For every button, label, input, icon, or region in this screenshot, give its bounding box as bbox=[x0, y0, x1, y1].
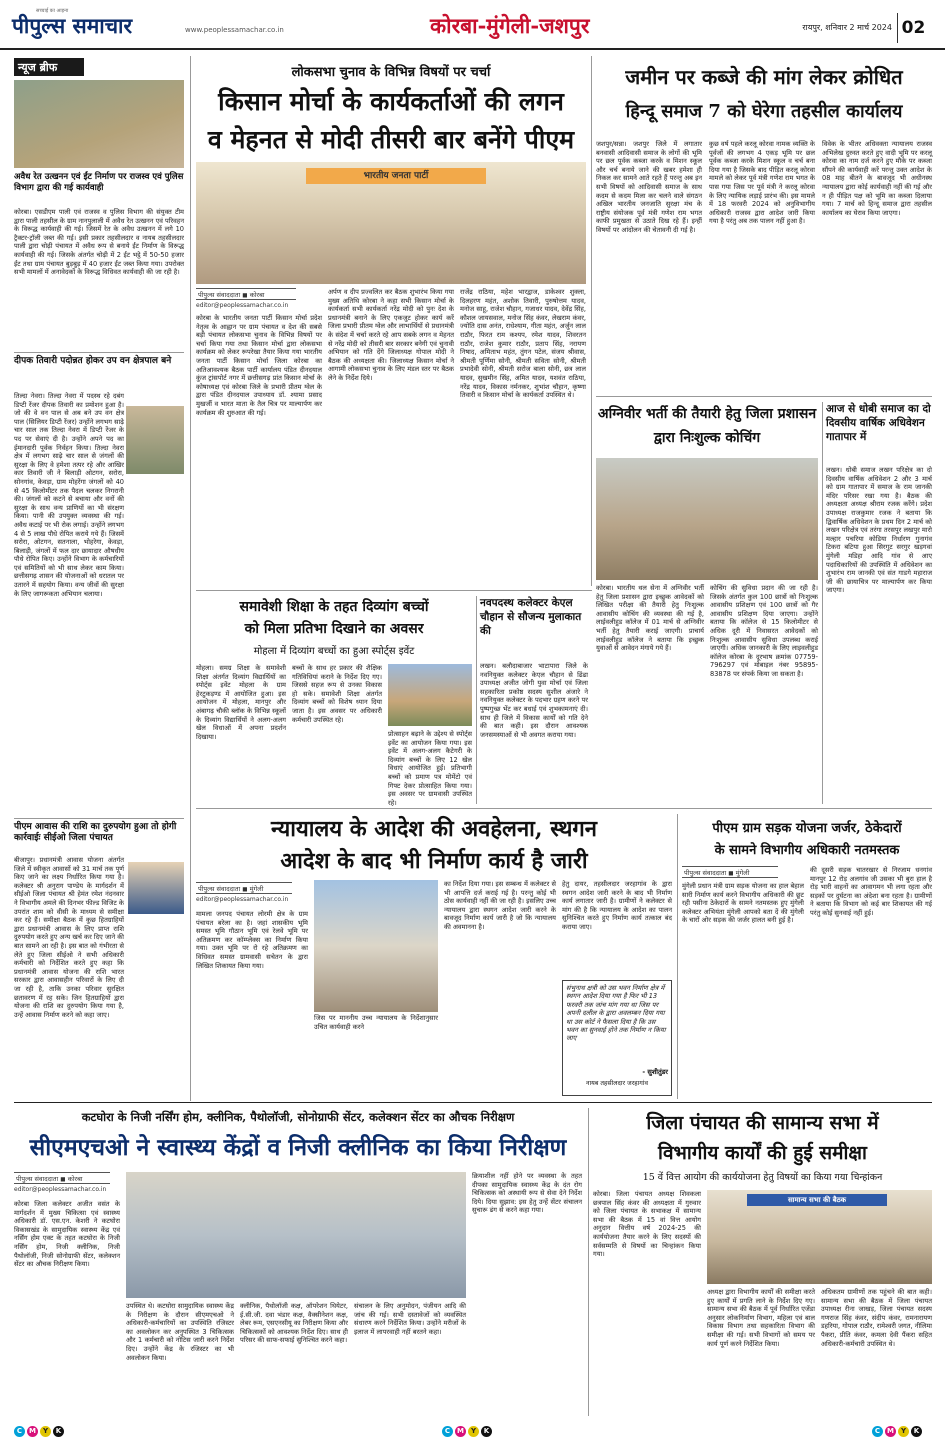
divyang-col-3: प्रोत्साहन बढ़ाने के उद्देश्य से स्पोर्ट्स इवेंट का आयोजन किया गया। इस इवेंट में अलग-अलग कैटेगरी के दिव्यांग बच्चों के लिए 12 खेल विधाएं आयोजित हुईं। प्रतिभागी बच्चों को प्रमाण पत्र मोमेंटो एवं गिफ्ट देकर प्रोत्साहित किया गया। इस अवसर पर ग्रामवासी उपस्थित रहे। bbox=[388, 730, 472, 807]
divyang-col-1: मोहला। समग्र शिक्षा के समावेशी शिक्षा अंतर्गत दिव्यांग विद्यार्थियों का स्पोर्ट्स इवेंट मोहला के ग्राम हेरटुकड़ण्ड में आयोजित हुआ। इस आयोजन में मोहला, मानपुर और अंबागढ़ चौकी ब्लॉक के विभिन्न स्कूलों के दिव्यांग विद्यार्थियों ने अलग-अलग खेल विधाओं में अपना प्रदर्शन दिखाया। bbox=[196, 664, 286, 741]
brief-body-2: तिल्दा नेवरा। तिल्दा नेवरा में पदस्थ रहे दबंग डिप्टी रेंजर दीपक तिवारी का प्रमोशन हुआ है। जो की वे वन पाल से अब बने उप वन क्षेत्र पाल (सिलियर डिप्टी रेंजर) उन्होंने लगभग साढ़े चार साल तक तिल्दा नेवरा में डिप्टी रेंजर के पद पर सेवाएं दी है। उन्होंने अपने पद का ईमानदारी पूर्वक निर्वहन किया। तिल्दा नेवरा क्षेत्र में लगभग साढ़े चार साल से जंगलों की सुरक्षा के लिए वे हमेशा तत्पर रहे और आखिर कार तिवारी जी ने बिलाड़ी ओटगन, सरोरा, सोनगांव, केवड़ा, ग्राम मोहरेंगा जंगलों को 40 से 45 किलोमीटर तक पैदल चलकर निगरानी की। जंगलों को कटने से बचाया और वनों की सुरक्षा के साथ वन्य प्राणियों का भी संरक्षण किया। पानी की उपयुक्त व्यवस्था की गई। अवैध कटाई पर भी रोक लगाई। उन्होंने लगभग 4 से 5 लाख पौधे रोपित कराये गये हैं। जिसमें सरोरा, ओटगन, सतनाला, भोहरेगा, केवड़ा, बिलाड़ी, जंगलों में फल दार छायादार औषधीय पौधे रोपित किए। उन्होंने विभाग के कर्मचारियों एवं समितियों को भी साथ लेकर काम किया। छत्तीसगढ़ शासन की योजनाओं को धरातल पर उतारने में सहयोग किया। वन्य जीवों की सुरक्षा के लिए जागरूकता अभियान चलाया। bbox=[14, 392, 124, 598]
sadak-headline-1: पीएम ग्राम सड़क योजना जर्जर, ठेकेदारों bbox=[712, 821, 902, 836]
kisan-byline: पीपुल्स संवाददाता ◼ कोरबा bbox=[196, 288, 296, 300]
jameen-col-2: कुछ वर्ष पहले करलू कोरवा नामक व्यक्ति के पूर्वजों की लगभग 4 एकड़ भूमि पर छल पूर्वक कब्जा करके मिशन स्कूल व चर्च बना दिया गया है जिसके बाद पीड़ित करलू कोरवा मामले को लेकर पूर्व मंत्री गणेश राम भगत के पास गया जिस पर पूर्व मंत्री ने करलू कोरवा के लिए न्यायिक लड़ाई प्रारंभ की। इस मामले में 18 फरवरी 2024 को अनुविभागीय अधिकारी राजस्व द्वारा आदेश जारी किया गया है परंतु अब तक पालन नहीं हुआ है। bbox=[709, 140, 815, 226]
page-number: 02 bbox=[897, 13, 929, 43]
kisan-headline-1: किसान मोर्चा के कार्यकर्ताओं की लगन bbox=[218, 87, 564, 116]
panchayat-col-2: अध्यक्ष द्वारा विभागीय कार्यों की समीक्षा करते हुए कार्यों में प्रगति लाने के निर्देश दिए गए। सामान्य सभा की बैठक में पूर्व निर्धारित एजेंडा अनुसार लोकनिर्माण विभाग, महिला एवं बाल विकास विभाग तथा सहकारिता विभाग की समीक्षा की गई। सभी विभागों को समय पर कार्य पूर्ण करने निर्देशित किया। bbox=[707, 1288, 815, 1348]
cmho-headline: सीएमएचओ ने स्वास्थ्य केंद्रों व निजी क्लीनिक का किया निरीक्षण bbox=[29, 1134, 567, 1161]
cmho-col-5: क्रियाशील नहीं होने पर व्यवस्था के तहत दीपका सामुदायिक स्वास्थ्य केंद्र के दंत रोग चिकित्सक को अस्थायी रूप से सेवा देने निर्देश दिये। दिया सुझाव: इस हेतु उन्हें सेंटर संचालन सुचारू ढंग से करने कहा गया। bbox=[472, 1172, 582, 1215]
cmho-col-3: क्लीनिक, पैथोलॉजी कक्ष, ऑपरेशन थियेटर, ई.सी.जी. दवा भंडार कक्ष, वैक्सीनेशन कक्ष, लेबर रूम, एसएनसीयू का निरीक्षण किया और चिकित्सकों को आवश्यक निर्देश दिए। साथ ही परिसर की साफ-सफाई सुनिश्चित करने कहा। bbox=[240, 1302, 348, 1345]
jameen-headline-1: जमीन पर कब्जे की मांग लेकर क्रोधित bbox=[625, 65, 903, 89]
brief-headline-1: अवैध रेत उत्खनन एवं ईंट निर्माण पर राजस्व एवं पुलिस विभाग द्वारा की गई कार्यवाही bbox=[14, 172, 184, 193]
agniveer-photo bbox=[596, 458, 818, 580]
nyayalay-photo bbox=[314, 880, 438, 1012]
sadak-headline-2: के सामने विभागीय अधिकारी नतमस्तक bbox=[714, 843, 900, 858]
cmyk-marks-left: C M Y K bbox=[14, 1424, 74, 1438]
nyayalay-col-1: मामला जनपद पंचायत लोरमी क्षेत्र के ग्राम पंचायत बरेला का है। जहां शासकीय भूमि समस्त भूमि गौठान भूमि एवं रेलवे भूमि पर अतिक्रमण कर कॉम्प्लेक्स का निर्माण किया गया। उक्त भूमि पर रो रहे अतिक्रमण का विधिवत समस्त ग्रामवासी सचेतन के द्वारा लिखित शिकायत किया गया। bbox=[196, 910, 308, 970]
brief-portrait-3 bbox=[128, 862, 184, 914]
jameen-col-1: जशपुर/सन्ना। जशपुर जिले में लगातार बनवासी आदिवासी समाज के लोगों की भूमि पर छल पूर्वक कब्जा करके व मिशन स्कूल और चर्च बनाये जाने की खबर हमेशा ही निकल कर सामने आते रहते हैं परन्तु अब इन सभी विषयों को आदिवासी समाज के साथ कदम से कदम मिला कर चलने वाले संगठन अखिल भारतीय जनजाति सुरक्षा मंच के राष्ट्रीय संयोजक पूर्व मंत्री गणेश राम भगत काफी प्रमुखता से उठाते दिख रहे हैं। इन्हीं विषयों पर आंदोलन की चेतावनी दी गई है। bbox=[596, 140, 702, 234]
sadak-col-2: की दूसरी सड़क चातरखार से निरजाम धनगांव मानपुर 12 रोड़ अलगांव जी उसका भी बुरा हाल है रोड़ भारी वाहनों का आवागमन भी लगा रहता और सड़कों पर दुर्घटना का अंदेशा बना रहता है। ग्रामीणों ने बताया कि विभाग को कई बार शिकायत की गई परंतु कोई सुनवाई नहीं हुई। bbox=[810, 866, 932, 917]
cmho-photo bbox=[126, 1172, 466, 1298]
nyayalay-headline-1: न्यायालय के आदेश की अवहेलना, स्थगन bbox=[271, 816, 597, 842]
kisan-email[interactable]: editor@peoplessamachar.co.in bbox=[196, 302, 289, 309]
nyayalay-quote: संभुनाथ क्षत्री को उस भवन निर्माण क्षेत्र में स्थगन आदेश दिया गया है फिर भी 13 फरवरी तक जांच मांग गया था जिस पर अपनी दलील के द्वारा अवलम्बन दिया गया था उस कोर्ट ने फैसला दिया है कि उस भवन का सुनवाई होने तक निर्माण न किया जाए bbox=[566, 984, 666, 1043]
dhobi-body: लखन। धोबी समाज लखन परिक्षेत्र का दो दिवसीय वार्षिक अधिवेशन 2 और 3 मार्च को ग्राम गातापार में समाज के राम जानकी मंदिर परिसर रखा गया है। बैठक की अध्यक्षता अध्यक्ष श्रीराम रजक करेंगे। प्रदेश उपाध्यक्ष राजकुमार रजक ने बताया कि द्विवार्षिक अधिवेशन के प्रथम दिन 2 मार्च को लखन परिक्षेत्र एवं तरंगा तरसपुर लखपुर मारो मल्हार पचरिया कोडिया निर्धारण गुनागंव टिकरा बटिया हुआ सिरगुट सरगुर खड़गवां मुंगेली मडिहा आदि गांव से आए पदाधिकारियों की उपस्थिति में अधिवेशन का शुभारंभ राम जानकी एवं संत गाडगे महाराज जी की छायाचित्र पर माल्यार्पण कर किया जाएगा। bbox=[826, 466, 932, 595]
brief-body-3: बीजापुर। प्रधानमंत्री आवास योजना अंतर्गत जिले में स्वीकृत आवासों को 31 मार्च तक पूर्ण किए जाने का लक्ष्य निर्धारित किया गया है। कलेक्टर श्री अनुराग पाण्डेय के मार्गदर्शन में सीईओ जिला पंचायत श्री हेमंत रमेश नंदनवार ने विभागीय अमले की दिनभर फील्ड विजिट के उपरांत शाम को वीसी के माध्यम से समीक्षा कर रहे हैं। समीक्षा बैठक में कुछ हितग्राहियों द्वारा प्रधानमंत्री आवास के लिए प्राप्त राशि दुरुपयोग करते हुए अन्य खर्च कर दिए जाने की बात सामने आ रही है। इस बात को गंभीरता से लेते हुए जिला सीईओ ने सभी अधिकारी कर्मचारी को निर्देशित करते हुए कहा कि प्रधानमंत्री आवास योजना की राशि भारत सरकार द्वारा आवासहीन परिवारों के लिए दी जा रही है, ताकि उनका परिवार सुरक्षित छतावरण में रह सके। जिन हितग्राहियों द्वारा योजना की राशि का दुरुपयोग किया गया है, उन्हें आवास निर्माण करने को कहा जाए। bbox=[14, 856, 124, 1019]
brand-tagline: सच्चाई का आइना bbox=[36, 8, 69, 14]
nyayalay-col-2: का निर्देश दिया गया। इस सम्बन्ध में कलेक्टर से भी आपत्ति दर्ज कराई गई है। परन्तु कोई भी ठोस कार्यवाही नहीं की जा रही है। इसलिए उच्च न्यायालय द्वारा स्थगन आदेश जारी करने के बावजूद निर्माण कार्य जारी है जो कि न्यायालय की अवमानना है। bbox=[444, 880, 556, 931]
kisan-col-2: अर्पण व दीप प्रज्वलित कर बैठक शुभारंभ किया गया मुख्य अतिथि कोरबा ने कहा सभी किसान मोर्चा के कार्यकर्ता सभी कार्यकर्ता नरेंद्र मोदी को पुनः देश के प्रधानमंत्री बनाने के लिए एकजुट होकर कार्य करें जिला प्रभारी प्रीतम ग्वेल और लाभार्थियों से प्रधानमंत्री के संदेश में चर्चा करते रहे आप सबके लगन व मेहनत से नरेंद्र मोदी को तीसरी बार सरकार बनेगी एवं चुनावी अभियान को गति देंगे जिलाध्यक्ष गोपाल मोदी ने बैठक की अध्यक्षता की। जिलाध्यक्ष किसान मोर्चा ने आगामी लोकसभा चुनाव के लिए मंडल स्तर पर बैठक लेने के निर्देश दिये। bbox=[328, 288, 454, 382]
nyayalay-col-3: हेतु दायर, तहसीलदार जरहागांव के द्वारा स्थगन आदेश जारी करने के बाद भी निर्माण कार्य लगातार जारी है। ग्रामीणों ने कलेक्टर से मांग की है कि न्यायालय के आदेश का पालन सुनिश्चित करते हुए निर्माण कार्य तत्काल बंद कराया जाए। bbox=[562, 880, 672, 931]
divyang-headline-2: को मिला प्रतिभा दिखाने का अवसर bbox=[244, 621, 424, 637]
collector-headline: नवपदस्थ कलेक्टर केएल चौहान से सौजन्य मुलाकात की bbox=[480, 597, 582, 637]
website-url[interactable]: www.peoplessamachar.co.in bbox=[185, 26, 284, 34]
brief-portrait-2 bbox=[126, 406, 184, 474]
panchayat-photo-banner: सामान्य सभा की बैठक bbox=[747, 1194, 887, 1206]
nyayalay-byline: पीपुल्स संवाददाता ◼ मुंगेली bbox=[196, 882, 292, 894]
cmyk-marks-right: C M Y K bbox=[872, 1424, 932, 1438]
brief-body-1: कोरबा। एसडीएम पाली एवं राजस्व व पुलिस विभाग की संयुक्त टीम द्वारा पाली तहसील के ग्राम नानपुलाली में अवैध रेत उत्खनन एवं परिवहन के विरूद्ध कार्यवाही की गई। जिसमें रेत के अवैध उत्खनन में लगे 10 ट्रैक्टर-ट्रॉली जब्त की गई। इसी प्रकार तहसीलदार व नायब तहसीलदार पाली द्वारा चोढ़ी पंचायत में अवैध रूप से बनाये ईंट निर्माण के विरूद्ध कार्यवाही की गई। जिसके अंतर्गत चोढ़ी में 2 ईंट भट्ठे में 50-50 हजार ईंट तथा ग्राम पंचायत बुड़बुड़ में 40 हजार ईंट जब्त किया गया। उपरोक्त सभी मामलों में अनावेदकों के विरूद्ध विधिवत कार्यवाही की जा रही है। bbox=[14, 208, 184, 277]
brief-body-2-cont bbox=[14, 482, 184, 812]
nyayalay-quote-box bbox=[562, 980, 672, 1096]
brief-headline-3: पीएम आवास की राशि का दुरुपयोग हुआ तो होगी कार्रवाईः सीईओ जिला पंचायत bbox=[14, 822, 177, 843]
news-brief-tag: न्यूज ब्रीफ bbox=[14, 58, 84, 76]
panchayat-photo bbox=[707, 1190, 932, 1284]
nyayalay-headline-2: आदेश के बाद भी निर्माण कार्य है जारी bbox=[280, 848, 588, 874]
brief-photo-1 bbox=[14, 80, 184, 168]
dateline: रायपुर, शनिवार 2 मार्च 2024 bbox=[802, 23, 892, 32]
panchayat-headline-1: जिला पंचायत की सामान्य सभा में bbox=[646, 1112, 879, 1134]
divyang-photo bbox=[388, 664, 472, 726]
panchayat-subhead: 15 वें वित्त आयोग की कार्ययोजना हेतु विषयों का किया गया चिन्हांकन bbox=[642, 1172, 883, 1183]
agniveer-col-1: कोरबा। भारतीय थल सेना में अग्निवीर भर्ती हेतु जिला प्रशासन द्वारा इच्छुक आवेदकों को लिखित परीक्षा की तैयारी हेतु निःशुल्क आवासीय कोचिंग की व्यवस्था की गई है, लाईवलीहुड कॉलेज में 01 मार्च से अग्निवीर भर्ती हेतु तैयारी कराई जाएगी। प्राचार्य लाईवलीहुड कॉलेज ने बताया कि इच्छुक युवाओं से आवेदन मंगाये गये हैं। bbox=[596, 584, 704, 653]
masthead bbox=[0, 0, 945, 50]
divyang-col-2: बच्चों के साथ हर प्रकार की शैक्षिक गतिविधियां कराने के निर्देश दिए गए। जिससे सहज रूप से उनका विकास हो सके। समावेशी शिक्षा अंतर्गत दिव्यांग बच्चों को विशेष ध्यान दिया जाता है। इस अवसर पर अधिकारी कर्मचारी उपस्थित रहे। bbox=[292, 664, 382, 724]
jameen-headline-2: हिन्दू समाज 7 को घेरेगा तहसील कार्यालय bbox=[625, 101, 903, 122]
panchayat-col-3: अधिकतम ग्रामीणों तक पहुंचने की बात कही। सामान्य सभा की बैठक में जिला पंचायत उपाध्यक्ष रीना जाखड़, जिला पंचायत सदस्य गणराज सिंह कंवर, संदीप कंवर, रामनारायण डहरिया, गोपाल राठौर, रामेश्वरी जगत, नीलिमा पैकरा, प्रीति कंवर, कमला देवी पैंकरा सहित अधिकारी-कर्मचारी उपस्थित थे। bbox=[821, 1288, 932, 1348]
kisan-kicker: लोकसभा चुनाव के विभिन्न विषयों पर चर्चा bbox=[291, 65, 491, 80]
nyayalay-quote-author: - सुशीतुंडर bbox=[642, 1068, 668, 1076]
divyang-subhead: मोहला में दिव्यांग बच्चों का हुआ स्पोर्ट्स इवेंट bbox=[253, 646, 415, 657]
brand-name: पीपुल्स समाचार bbox=[12, 13, 133, 38]
brief-headline-2: दीपक तिवारी पदोन्नत होकर उप वन क्षेत्रपाल बने bbox=[14, 356, 172, 366]
cmho-col-4: संचालन के लिए अनुमोदन, पंजीयन आदि की जांच की गई। सभी दस्तावेजों को व्यवस्थित संधारण करने निर्देशित किया। उन्होंने मरीजों के इलाज में लापरवाही नहीं बरतने कहा। bbox=[354, 1302, 466, 1336]
dhobi-headline: आज से धोबी समाज का दो दिवसीय वार्षिक अधिवेशन गातापार में bbox=[826, 403, 931, 443]
cmho-col-2: उपस्थित थे। कटघोरा सामुदायिक स्वास्थ्य केंद्र के निरीक्षण के दौरान सीएमएचओ ने अधिकारी-कर्मचारियों का उपस्थिति रजिस्टर का अवलोकन कर अनुपस्थित 3 चिकित्सक और 1 कर्मचारी को नोटिस जारी करने निर्देश दिए। उन्होंने केंद्र के रजिस्टर का भी अवलोकन किया। bbox=[126, 1302, 234, 1362]
sadak-col-1: मुंगेली प्रधान मंत्री ग्राम सड़क योजना का हाल बेहाल सारी निर्माण कार्य करने विभागीय अधिकारी की छूट रही पसीना ठेकेदारों के सामने नतमस्तक हुए मुंगेली कलेक्टर अभियंता मुंगेली आपको बता दें की मुंगेली के चारों ओर सड़क की जर्जर हालत बनी हुई है। bbox=[682, 882, 804, 925]
section-title: कोरबा-मुंगेली-जशपुर bbox=[430, 13, 590, 38]
kisan-col-3: राजेंद्र राठिया, महेश भारद्वाज, डाकेश्वर शुक्ला, दिलहरण महंत, अशोक तिवारी, पुरुषोत्तम यादव, मनोज साहू, राजेश चौहान, गजाधर यादव, देवेंद्र सिंह, कौशल जायसवाल, मनोज सिंह कंवर, लेखराम कंवर, ज्योति दास अनंत, राधेश्याम, गीता महंत, अर्जुन लाल राठौर, फिरत राम कश्यप, रमेश यादव, शिवरतन राठौर, राजेश कुमार राठौर, प्रताप सिंह, नरायण निषाद, अमिताभ महंत, तुंगन पटेल, संजय श्रीवास, श्रीमती पूर्णिमा सोनी, श्रीमती सविता सोनी, श्रीमती प्रभादेवी सोनी, श्रीमती सरोज बाला सोनी, छत्र लाल यादव, सुखमीन सिंह, अमित यादव, यशवंत राठिया, नरेंद्र यादव, विकास नर्मनकर, शुभांश चौहान, कृष्णा तिवारी व किसान मोर्चा के कार्यकर्ता उपस्थित थे। bbox=[460, 288, 586, 400]
agniveer-col-2: कोचिंग की सुविधा प्रदान की जा रही है। जिसके अंतर्गत कुल 100 छात्रों को निःशुल्क आवासीय प्रशिक्षण एवं 100 छात्रों को गैर आवासीय प्रशिक्षण दिया जाएगा। उन्होंने बताया कि कॉलेज से 15 किलोमीटर से अधिक दूरी में निवासरत आवेदकों को निःशुल्क आवासीय सुविधा उपलब्ध कराई जाएगी। अधिक जानकारी के लिए लाइवलीहुड कॉलेज कोरबा के दूरभाष क्रमांक 07759-796297 एवं मोबाइल नंबर 95895-83878 पर संपर्क किया जा सकता है। bbox=[710, 584, 818, 678]
nyayalay-email[interactable]: editor@peoplessamachar.co.in bbox=[196, 896, 289, 903]
cmho-byline: पीपुल्स संवाददाता ◼ कोरबा bbox=[14, 1172, 110, 1184]
jameen-col-3: विवेक के भीतर अधिवक्ता न्यायालय राजस्व अभिलेख दुरुस्त करते हुए वादी भूमि पर करलू कोरवा का नाम दर्ज करने हुए मौके पर कब्जा सौंपने की कार्यवाही करें परन्तु उक्त आदेश के 08 माह बीतने के बावजूद भी अधीनस्थ न्यायालय द्वारा कोई कार्यवाही नहीं की गई और न ही पीड़ित पक्ष को भूमि का कब्जा दिलाया गया। 7 मार्च को हिन्दू समाज द्वारा तहसील कार्यालय का घेराव किया जाएगा। bbox=[822, 140, 932, 217]
collector-body: लखन। बलौदाबाजार भाटापारा जिले के नवनियुक्त कलेक्टर केएल चौहान से ढिंढा उपाध्यक्ष अजीत जोगी युवा मोर्चा एवं जिला सहकारिता प्रकोष्ठ सदस्य सुशील अंजारे ने नवनियुक्त कलेक्टर के पदभार ग्रहण करने पर पुष्पगुच्छ भेंट कर बधाई एवं शुभकामनाएं दी। साथ ही जिले में विकास कार्यों को गति देने की बात कही। इस दौरान आवश्यक जनसमस्याओं से भी अवगत कराया गया। bbox=[480, 662, 588, 739]
nyayalay-photo-caption: जिस पर माननीय उच्च न्यायालय के निर्देशानुसार उचित कार्यवाही करने bbox=[314, 1014, 438, 1031]
kisan-photo-banner: भारतीय जनता पार्टी bbox=[306, 168, 486, 184]
panchayat-col-1: कोरबा। जिला पंचायत अध्यक्ष शिवकला छत्रपाल सिंह कंवर की अध्यक्षता में गुरुवार को जिला पंचायत के सभाकक्ष में सामान्य सभा की बैठक में 15 वां वित्त आयोग अनुदान वित्तीय वर्ष 2024-25 की कार्ययोजना तैयार करने के लिए सदस्यों की सर्वसम्मति से विषयों का चिन्हांकन किया गया। bbox=[593, 1190, 701, 1259]
cmho-email[interactable]: editor@peoplessamachar.co.in bbox=[14, 1186, 107, 1193]
nyayalay-quote-role: नायब तहसीलदार जरहागांव bbox=[586, 1080, 648, 1087]
cmyk-marks-center: C M Y K bbox=[442, 1424, 502, 1438]
kisan-headline-2: व मेहनत से मोदी तीसरी बार बनेंगे पीएम bbox=[207, 125, 575, 154]
panchayat-headline-2: विभागीय कार्यों की हुई समीक्षा bbox=[658, 1142, 867, 1164]
cmho-col-1: कोरबा जिला कलेक्टर अजीत वसंत के मार्गदर्शन में मुख्य चिकित्सा एवं स्वास्थ्य अधिकारी डॉ. एस.एन. केशरी ने कटघोरा विकासखंड के सामुदायिक स्वास्थ्य केंद्र एवं नर्सिंग होम एक्ट के तहत कटघोरा के निजी नर्सिंग होम, निजी क्लीनिक, निजी पैथोलॉजी, निजी सोनोग्राफी सेंटर, कलेक्शन सेंटर का औचक निरीक्षण किया। bbox=[14, 1200, 120, 1269]
sadak-byline: पीपुल्स संवाददाता ◼ मुंगेली bbox=[682, 866, 778, 878]
kisan-col-1: कोरबा के भारतीय जनता पार्टी किसान मोर्चा प्रदेश नेतृत्व के आह्वान पर ग्राम पंचायत व देश की सबसे बड़ी पंचायत लोकसभा चुनाव के विभिन्न विषयों पर चर्चा किया गया तथा किसान मोर्चा द्वारा लोकसभा कार्यक्रम को लेकर रूपरेखा तैयार किया गया भारतीय जनता पार्टी किसान मोर्चा जिला कोरबा का अतिआवश्यक बैठक पार्टी कार्यालय पंडित दीनदयाल कुंज ट्रांसपोर्ट नगर में छत्तीसगढ़ प्रांत किसान मोर्चा के कोषाध्यक्ष एवं कोरबा जिले के प्रभारी प्रीतम ग्वेल के द्वारा पंडित दीनदयाल उपाध्याय डॉ. श्यामा प्रसाद मुखर्जी व भारत माता के तैल चित्र पर माल्यार्पण कर कार्यक्रम की शुरुआत की गई। bbox=[196, 314, 322, 417]
kisan-photo bbox=[196, 162, 586, 284]
agniveer-headline: अग्निवीर भर्ती की तैयारी हेतु जिला प्रशासन द्वारा निःशुल्क कोचिंग bbox=[597, 406, 817, 446]
divyang-headline-1: समावेशी शिक्षा के तहत दिव्यांग बच्चों bbox=[239, 599, 429, 615]
brand-logo[interactable] bbox=[12, 8, 182, 38]
cmho-kicker: कटघोरा के निजी नर्सिंग होम, क्लीनिक, पैथोलॉजी, सोनोग्राफी सेंटर, कलेक्शन सेंटर का औचक निरीक्षण bbox=[81, 1110, 515, 1124]
